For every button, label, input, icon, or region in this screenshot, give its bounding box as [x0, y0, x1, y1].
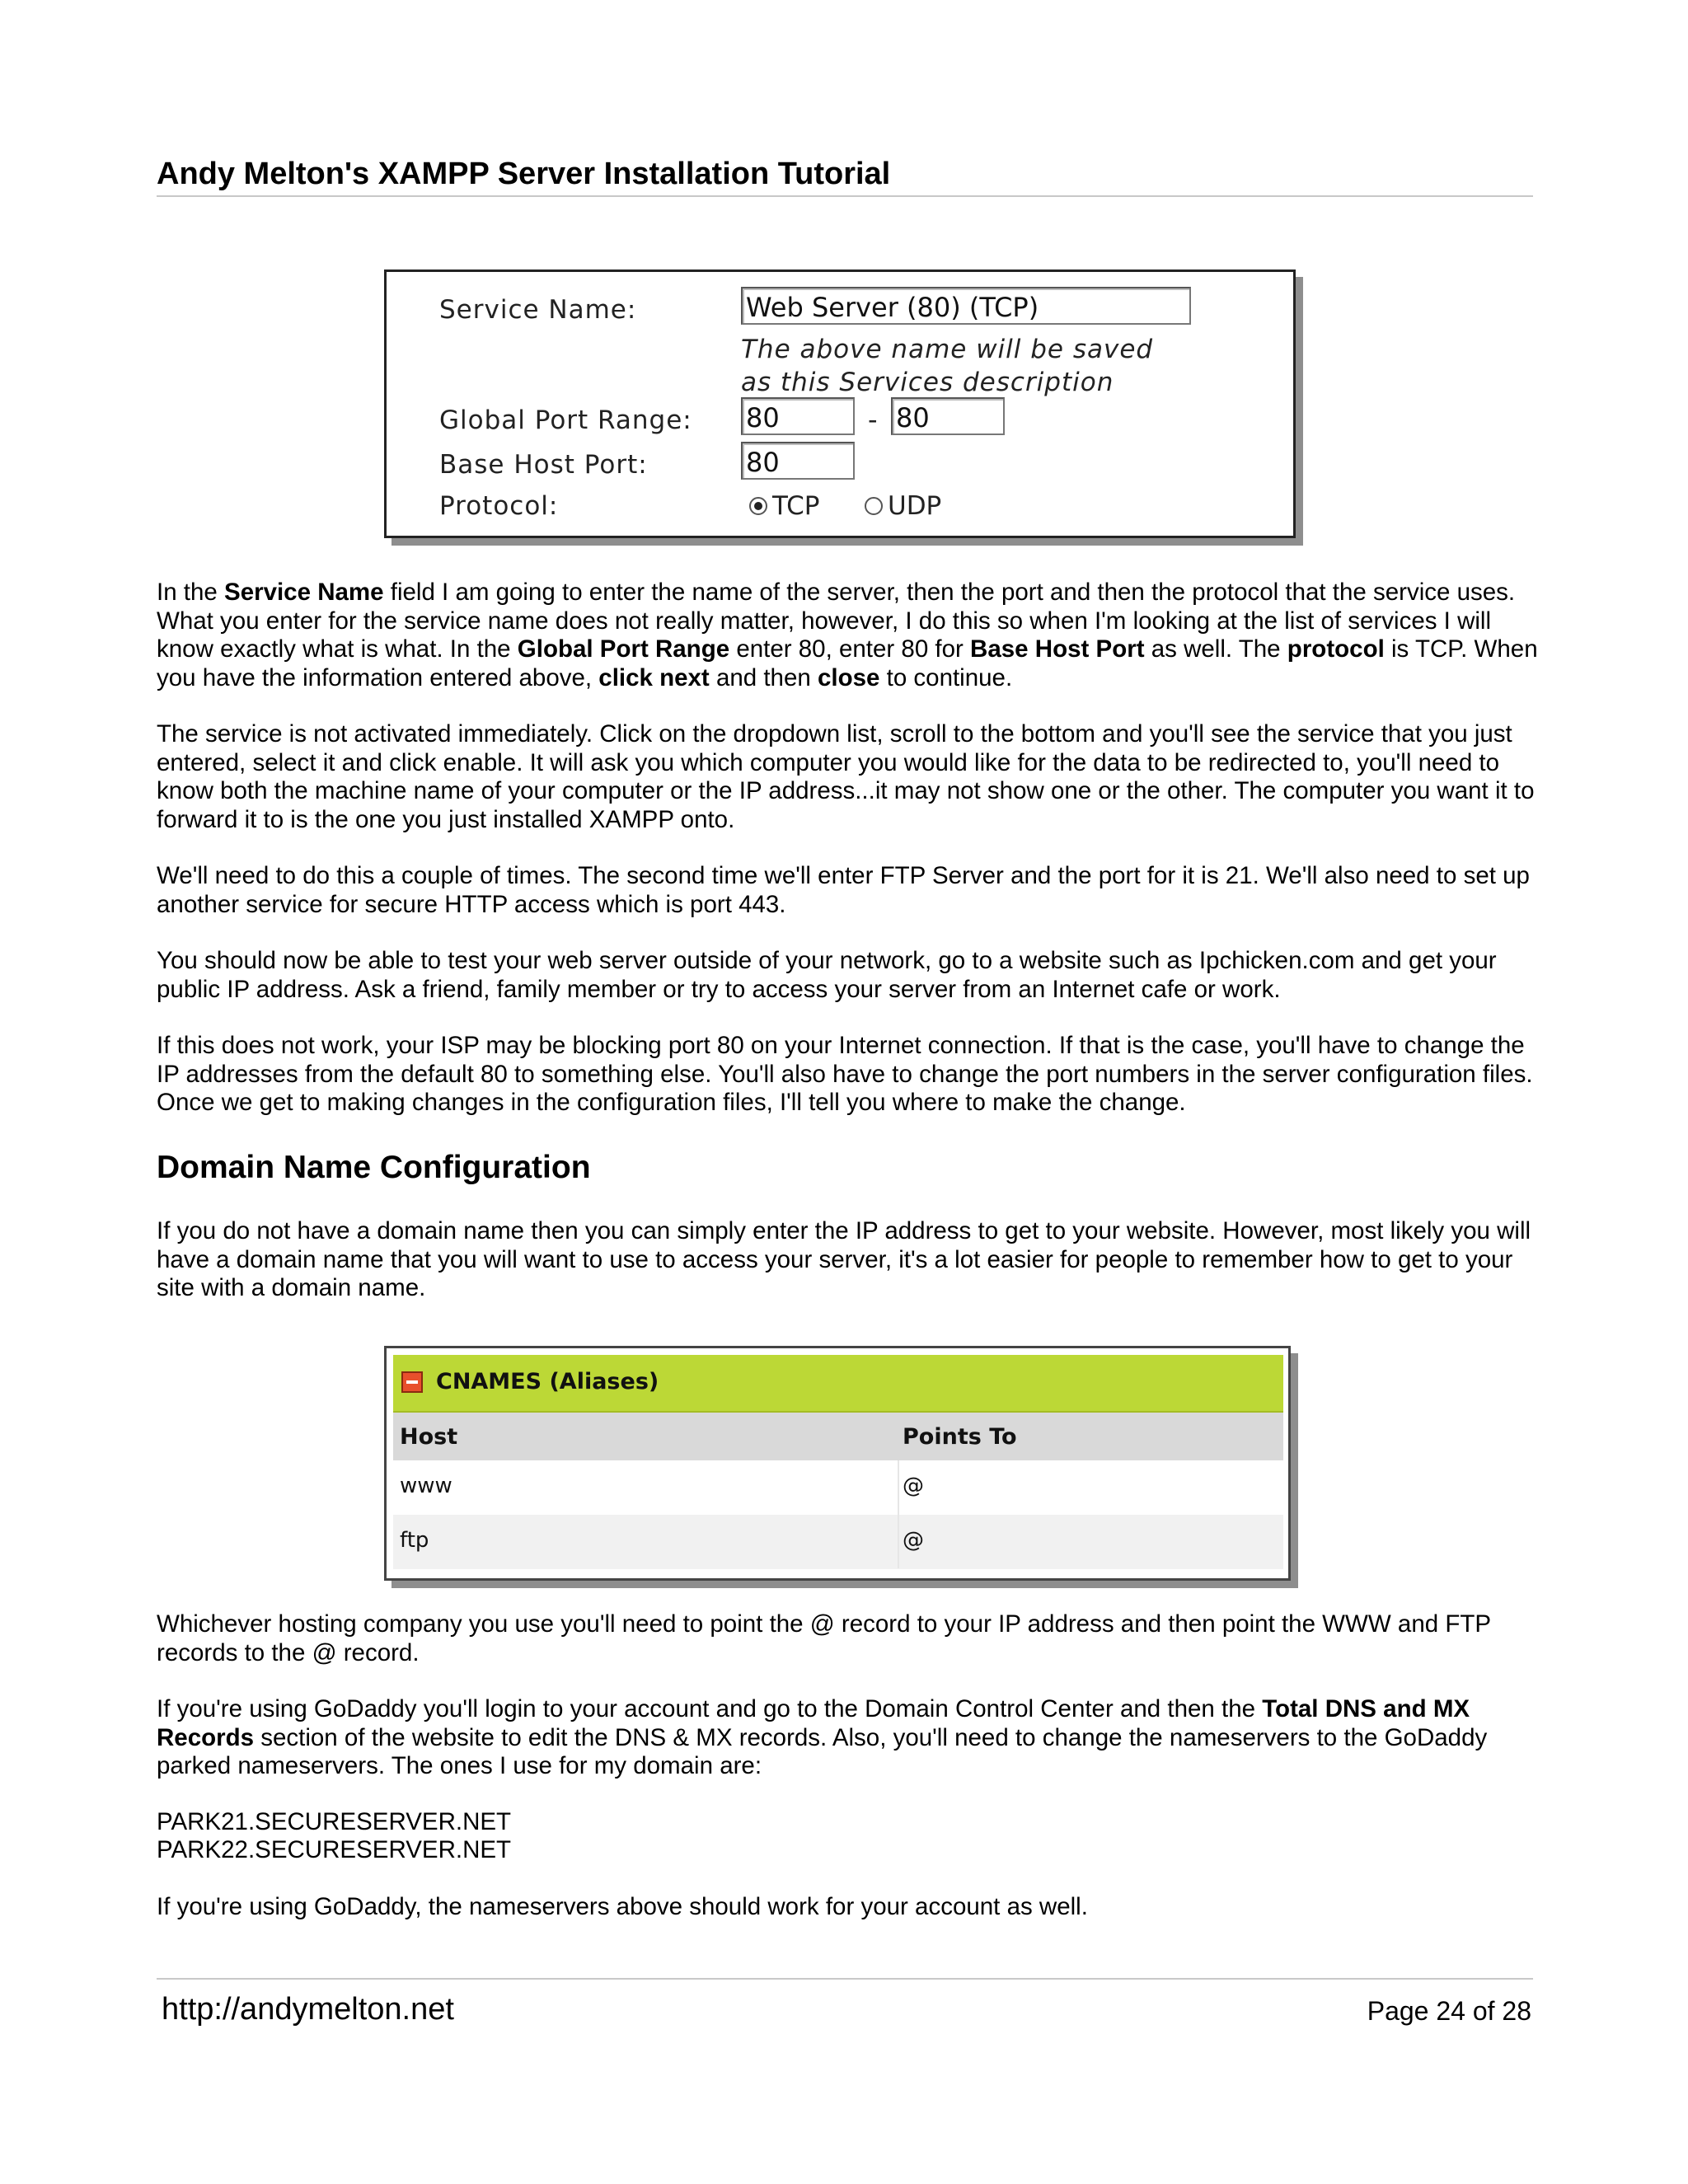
protocol-tcp-radio[interactable]	[749, 491, 819, 521]
nameserver-2: PARK22.SECURESERVER.NET	[157, 1836, 512, 1863]
paragraph-activation: The service is not activated immediately. Click on the dropdown list, scroll to the bottom and you'll see the service that you just entered, select it and click enable. It will ask you which computer you would like for the data to be redirected to, you'll need to know both the machine name of your computer or the IP address...it may not show one or the other. The computer you want it to forward it to is the one you just installed XAMPP onto.	[157, 720, 1535, 833]
cnames-header-bar	[393, 1355, 1283, 1413]
global-port-range-label: Global Port Range:	[439, 405, 692, 435]
column-divider	[898, 1460, 899, 1568]
port-range-dash: -	[868, 404, 878, 435]
service-note-line2: as this Services description	[741, 368, 1114, 397]
nameserver-1: PARK21.SECURESERVER.NET	[157, 1808, 512, 1835]
row-host-cell: ftp	[400, 1528, 429, 1553]
cnames-column-headers	[393, 1413, 1283, 1460]
service-note-line1: The above name will be saved	[741, 335, 1154, 364]
paragraph-service-name: In the Service Name field I am going to enter the name of the server, then the port and then the protocol that the service uses. What you enter for the service name does not really matter, however, I do this so when I'm looking at the list of services I will know exactly what is what. In the Global Port Range enter 80, enter 80 for Base Host Port as well. The protocol is TCP. When you have the information entered above, click next and then close to continue.	[157, 579, 1538, 691]
document-title: Andy Melton's XAMPP Server Installation Tutorial	[157, 157, 891, 191]
radio-checked-icon	[749, 497, 767, 515]
service-name-label: Service Name:	[439, 295, 637, 325]
cnames-title: CNAMES (Aliases)	[436, 1369, 659, 1394]
service-form-screenshot	[384, 269, 1296, 538]
base-host-port-label: Base Host Port:	[439, 450, 648, 480]
port-range-end-input[interactable]: 80	[891, 397, 1005, 435]
paragraph-godaddy-note: If you're using GoDaddy, the nameservers above should work for your account as well.	[157, 1893, 1088, 1920]
base-host-port-input[interactable]: 80	[741, 442, 855, 480]
title-divider	[157, 195, 1533, 197]
section-heading-domain: Domain Name Configuration	[157, 1150, 591, 1185]
protocol-tcp-label: TCP	[772, 491, 820, 521]
protocol-udp-radio[interactable]	[865, 491, 941, 521]
collapse-minus-icon[interactable]	[401, 1371, 423, 1393]
row-host-cell: www	[400, 1474, 452, 1498]
port-range-start-input[interactable]: 80	[741, 397, 855, 435]
protocol-udp-label: UDP	[888, 491, 942, 521]
radio-unchecked-icon	[865, 497, 883, 515]
cnames-table-screenshot	[384, 1346, 1291, 1581]
paragraph-at-record: Whichever hosting company you use you'll need to point the @ record to your IP address and then point the WWW and FTP records to the @ record.	[157, 1610, 1491, 1666]
footer-divider	[157, 1978, 1533, 1980]
paragraph-ftp-https: We'll need to do this a couple of times. The second time we'll enter FTP Server and the port for it is 21. We'll also need to set up another service for secure HTTP access which is port 443.	[157, 862, 1530, 918]
protocol-label: Protocol:	[439, 491, 559, 521]
row-points-to-cell: @	[903, 1528, 924, 1553]
column-header-points-to: Points To	[903, 1424, 1017, 1450]
footer-page-number: Page 24 of 28	[1367, 1996, 1531, 2026]
footer-url[interactable]: http://andymelton.net	[162, 1992, 454, 2027]
table-row[interactable]	[393, 1460, 1283, 1515]
paragraph-isp-blocking: If this does not work, your ISP may be blocking port 80 on your Internet connection. If that is the case, you'll have to change the IP addresses from the default 80 to something else. You'll also have to change the port numbers in the server configuration files. Once we get to making changes in the configuration files, I'll tell you where to make the change.	[157, 1032, 1533, 1116]
column-header-host: Host	[400, 1424, 458, 1450]
service-name-input[interactable]: Web Server (80) (TCP)	[741, 287, 1191, 325]
table-row[interactable]	[393, 1515, 1283, 1569]
row-points-to-cell: @	[903, 1474, 924, 1498]
paragraph-testing: You should now be able to test your web server outside of your network, go to a website such as Ipchicken.com and get your public IP address. Ask a friend, family member or try to access your server from an Internet cafe or work.	[157, 947, 1497, 1003]
paragraph-godaddy: If you're using GoDaddy you'll login to your account and go to the Domain Control Center and then the Total DNS and MX Records section of the website to edit the DNS & MX records. Also, you'll need to change the nameservers to the GoDaddy parked nameservers. The ones I use for my domain are:	[157, 1695, 1488, 1779]
paragraph-domain-intro: If you do not have a domain name then you can simply enter the IP address to get to your website. However, most likely you will have a domain name that you will want to use to access your server, it's a lot easier for people to remember how to get to your site with a domain name.	[157, 1217, 1531, 1301]
